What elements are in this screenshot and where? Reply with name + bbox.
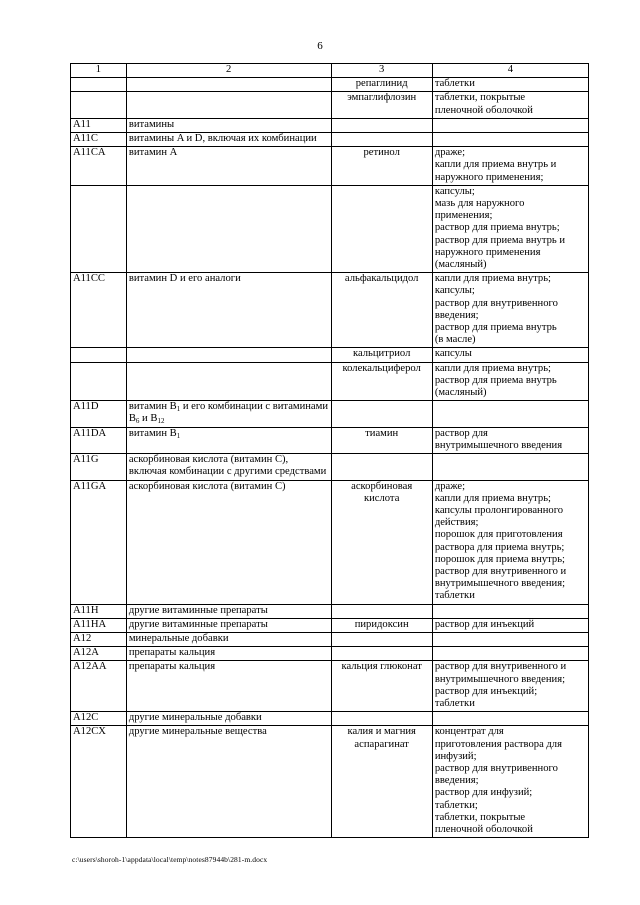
atc-code-cell: A11CC <box>71 273 127 348</box>
dosage-form-line: пленочной оболочкой <box>434 823 533 835</box>
atc-group-name-cell <box>126 92 331 118</box>
dosage-form-line: (в масле) <box>434 334 476 346</box>
dosage-form-line: порошок для приема внутрь; <box>434 553 565 565</box>
atc-group-name-cell: витамин A <box>126 147 331 186</box>
table-row <box>71 480 589 604</box>
dosage-form-line: инфузий; <box>434 750 477 762</box>
dosage-forms-cell <box>432 185 588 272</box>
atc-code-cell: A11 <box>71 118 127 132</box>
column-header: 2 <box>126 64 331 78</box>
dosage-form-line: (масляный) <box>434 387 487 399</box>
substance-cell: эмпаглифлозин <box>331 92 432 118</box>
table-row <box>71 712 589 726</box>
dosage-form-line: раствор для приема внутрь <box>434 374 557 386</box>
dosage-form-line: таблетки <box>434 590 475 602</box>
dosage-form-line: раствор для приема внутрь <box>434 322 557 334</box>
substance-cell <box>331 632 432 646</box>
dosage-form-line: таблетки; <box>434 799 478 811</box>
substance-cell: тиамин <box>331 427 432 453</box>
dosage-form-line: таблетки <box>434 78 475 90</box>
column-header: 1 <box>71 64 127 78</box>
table-row <box>71 147 589 186</box>
atc-code-cell <box>71 362 127 401</box>
substance-cell <box>331 454 432 480</box>
atc-code-cell: A11DA <box>71 427 127 453</box>
table-row <box>71 661 589 712</box>
dosage-form-line: капсулы пролонгированного <box>434 504 564 516</box>
substance-cell <box>331 604 432 618</box>
dosage-forms-cell <box>432 427 588 453</box>
dosage-form-line: драже; <box>434 147 466 159</box>
atc-group-name-cell: другие витаминные препараты <box>126 604 331 618</box>
atc-group-name-cell <box>126 185 331 272</box>
subscript-text: 1 <box>176 431 181 440</box>
atc-code-cell: A12CX <box>71 726 127 838</box>
dosage-forms-cell <box>432 362 588 401</box>
atc-group-name-cell: витамины A и D, включая их комбинации <box>126 133 331 147</box>
dosage-form-line: капсулы; <box>434 285 475 297</box>
dosage-form-line: внутримышечного введения <box>434 439 563 451</box>
atc-code-cell: A11D <box>71 401 127 427</box>
substance-cell <box>331 118 432 132</box>
dosage-form-line: раствор для приема внутрь и <box>434 234 566 246</box>
table-row <box>71 273 589 348</box>
atc-code-cell: A11HA <box>71 618 127 632</box>
dosage-form-line: капли для приема внутрь; <box>434 492 551 504</box>
substance-cell: аскорбиновая кислота <box>331 480 432 604</box>
dosage-form-line: раствор для приема внутрь; <box>434 222 560 234</box>
name-text-part: витамин B <box>128 427 177 439</box>
dosage-form-line: таблетки, покрытые <box>434 811 526 823</box>
dosage-form-line: капли для приема внутрь и <box>434 159 557 171</box>
atc-code-cell: A11CA <box>71 147 127 186</box>
dosage-forms-cell <box>432 661 588 712</box>
dosage-forms-cell <box>432 726 588 838</box>
name-text-part: витамин B <box>128 401 177 413</box>
atc-group-name-cell: минеральные добавки <box>126 632 331 646</box>
column-header: 3 <box>331 64 432 78</box>
table-row <box>71 632 589 646</box>
atc-code-cell: A12C <box>71 712 127 726</box>
atc-code-cell: A11H <box>71 604 127 618</box>
dosage-form-line: капсулы <box>434 348 472 360</box>
dosage-form-line: внутримышечного введения; <box>434 673 566 685</box>
dosage-forms-cell <box>432 401 588 427</box>
dosage-form-line: внутримышечного введения; <box>434 578 566 590</box>
dosage-form-line: таблетки, покрытые <box>434 92 526 104</box>
table-row <box>71 427 589 453</box>
atc-group-name-cell <box>126 348 331 362</box>
table-row <box>71 647 589 661</box>
atc-code-cell <box>71 348 127 362</box>
atc-code-cell: A12 <box>71 632 127 646</box>
dosage-forms-cell <box>432 604 588 618</box>
atc-code-cell <box>71 78 127 92</box>
dosage-forms-cell <box>432 92 588 118</box>
dosage-forms-cell <box>432 712 588 726</box>
file-path-footer: c:\users\shoroh-1\appdata\local\temp\notes87944b\281-m.docx <box>72 855 268 864</box>
dosage-form-line: приготовления раствора для <box>434 738 562 750</box>
substance-cell <box>331 133 432 147</box>
table-row <box>71 185 589 272</box>
dosage-form-line: введения; <box>434 309 479 321</box>
dosage-forms-cell <box>432 480 588 604</box>
atc-group-name-cell: препараты кальция <box>126 647 331 661</box>
dosage-form-line: раствор для инъекций; <box>434 685 538 697</box>
table-row <box>71 348 589 362</box>
dosage-form-line: пленочной оболочкой <box>434 104 533 116</box>
subscript-text: 1 <box>176 405 181 414</box>
substance-cell <box>331 712 432 726</box>
dosage-forms-cell <box>432 133 588 147</box>
table-row <box>71 618 589 632</box>
atc-code-cell: A11G <box>71 454 127 480</box>
dosage-form-line: раствор для внутривенного и <box>434 565 567 577</box>
dosage-form-line: действия; <box>434 517 479 529</box>
atc-group-name-cell: другие минеральные добавки <box>126 712 331 726</box>
dosage-form-line: раствор для <box>434 427 488 439</box>
dosage-form-line: раствор для внутривенного <box>434 297 558 309</box>
dosage-form-line: концентрат для <box>434 726 504 738</box>
table-row <box>71 454 589 480</box>
atc-group-name-cell: препараты кальция <box>126 661 331 712</box>
dosage-form-line: раствор для внутривенного <box>434 762 558 774</box>
dosage-form-line: капли для приема внутрь; <box>434 362 551 374</box>
dosage-form-line: наружного применения; <box>434 171 544 183</box>
atc-code-cell: A11GA <box>71 480 127 604</box>
dosage-form-line: введения; <box>434 775 479 787</box>
table-row <box>71 362 589 401</box>
table-row <box>71 604 589 618</box>
dosage-form-line: порошок для приготовления <box>434 529 563 541</box>
table-row <box>71 401 589 427</box>
dosage-form-line: драже; <box>434 480 466 492</box>
table-body <box>71 78 589 838</box>
dosage-forms-cell <box>432 632 588 646</box>
atc-code-cell <box>71 92 127 118</box>
substance-cell <box>331 185 432 272</box>
table-row <box>71 133 589 147</box>
atc-code-cell: A12A <box>71 647 127 661</box>
atc-group-name-cell: витамин D и его аналоги <box>126 273 331 348</box>
substance-cell <box>331 647 432 661</box>
substance-cell: альфакальцидол <box>331 273 432 348</box>
dosage-forms-cell <box>432 78 588 92</box>
atc-group-name-cell: аскорбиновая кислота (витамин C), включая комбинации с другими средствами <box>126 454 331 480</box>
dosage-form-line: (масляный) <box>434 259 487 271</box>
substance-cell: калия и магния аспарагинат <box>331 726 432 838</box>
dosage-form-line: раствора для приема внутрь; <box>434 541 565 553</box>
name-text-part: и B <box>139 413 158 425</box>
dosage-forms-cell <box>432 618 588 632</box>
dosage-form-line: раствор для инъекций <box>434 618 535 630</box>
name-text-part: и его комбинации с витаминами B <box>128 401 329 425</box>
dosage-form-line: наружного применения <box>434 246 541 258</box>
dosage-form-line: мазь для наружного <box>434 198 525 210</box>
dosage-form-line: применения; <box>434 210 493 222</box>
atc-code-cell: A12AA <box>71 661 127 712</box>
drug-table <box>70 63 589 838</box>
subscript-text: 12 <box>157 417 165 426</box>
subscript-text: 6 <box>135 417 140 426</box>
table-row <box>71 78 589 92</box>
page-number: 6 <box>317 40 323 52</box>
substance-cell: кальция глюконат <box>331 661 432 712</box>
substance-cell: кальцитриол <box>331 348 432 362</box>
substance-cell: колекальциферол <box>331 362 432 401</box>
atc-group-name-cell <box>126 401 331 427</box>
atc-group-name-cell: другие минеральные вещества <box>126 726 331 838</box>
substance-cell <box>331 401 432 427</box>
atc-group-name-cell: витамины <box>126 118 331 132</box>
dosage-forms-cell <box>432 273 588 348</box>
atc-group-name-cell <box>126 362 331 401</box>
substance-cell: репаглинид <box>331 78 432 92</box>
atc-code-cell: A11C <box>71 133 127 147</box>
dosage-forms-cell <box>432 118 588 132</box>
dosage-forms-cell <box>432 454 588 480</box>
atc-group-name-cell: другие витаминные препараты <box>126 618 331 632</box>
dosage-forms-cell <box>432 647 588 661</box>
table-row <box>71 726 589 838</box>
substance-cell: ретинол <box>331 147 432 186</box>
table-header-row <box>71 64 589 78</box>
dosage-form-line: капсулы; <box>434 185 475 197</box>
atc-group-name-cell: аскорбиновая кислота (витамин C) <box>126 480 331 604</box>
atc-group-name-cell <box>126 78 331 92</box>
dosage-forms-cell <box>432 348 588 362</box>
dosage-form-line: раствор для инфузий; <box>434 787 533 799</box>
atc-group-name-cell <box>126 427 331 453</box>
column-header: 4 <box>432 64 588 78</box>
dosage-forms-cell <box>432 147 588 186</box>
substance-cell: пиридоксин <box>331 618 432 632</box>
dosage-form-line: раствор для внутривенного и <box>434 661 567 673</box>
table-row <box>71 118 589 132</box>
table-row <box>71 92 589 118</box>
atc-code-cell <box>71 185 127 272</box>
dosage-form-line: таблетки <box>434 697 475 709</box>
dosage-form-line: капли для приема внутрь; <box>434 273 551 285</box>
